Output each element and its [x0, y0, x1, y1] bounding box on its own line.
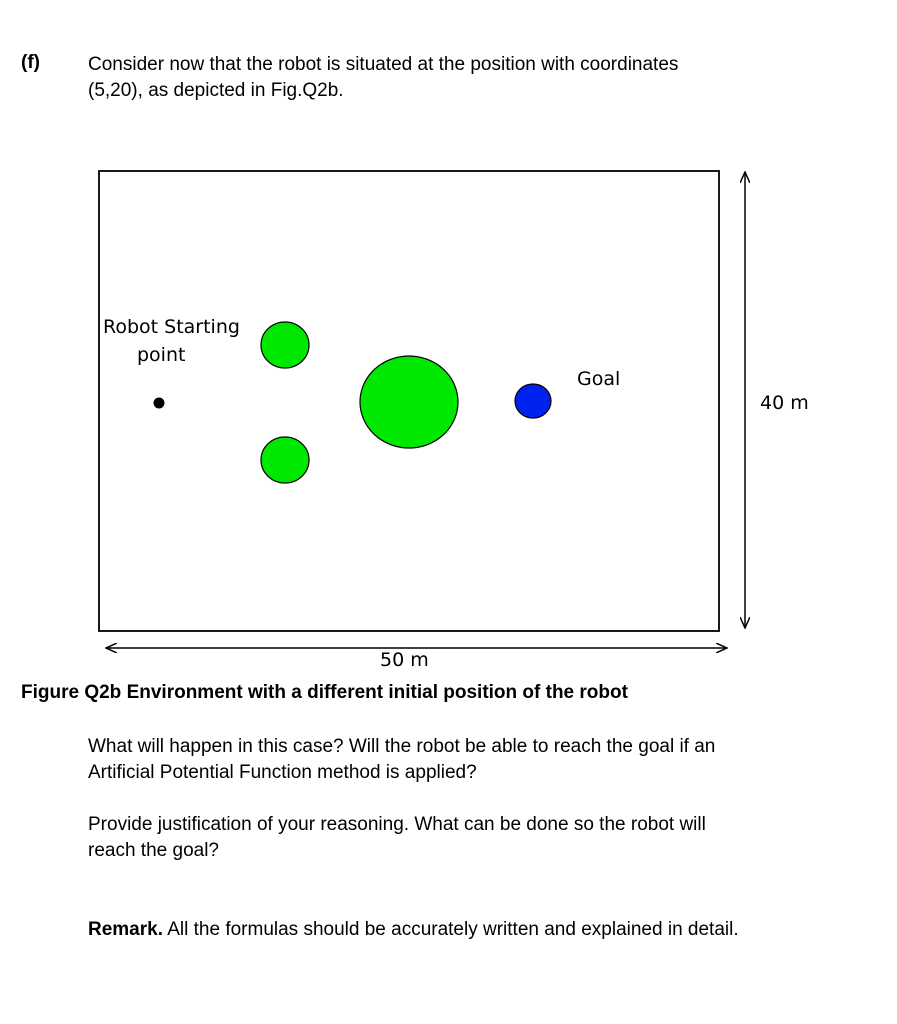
remark-text: All the formulas should be accurately written and explained in detail. — [163, 919, 739, 940]
question-label: (f) — [21, 52, 40, 73]
paragraph-2-line-2: reach the goal? — [88, 840, 219, 861]
height-label: 40 m — [760, 392, 809, 414]
paragraph-1-line-1: What will happen in this case? Will the robot be able to reach the goal if an — [88, 736, 716, 757]
goal-marker — [515, 384, 551, 418]
robot-start-point — [154, 398, 165, 409]
intro-line-1: Consider now that the robot is situated at the position with coordinates — [88, 54, 679, 75]
intro-line-2: (5,20), as depicted in Fig.Q2b. — [88, 80, 344, 101]
obstacle-bottom-small — [261, 437, 309, 483]
paragraph-1-line-2: Artificial Potential Function method is applied? — [88, 762, 477, 783]
figure-caption: Figure Q2b Environment with a different initial position of the robot — [21, 682, 628, 703]
goal-label: Goal — [577, 368, 621, 390]
width-label: 50 m — [380, 649, 429, 671]
question-paragraph-2 — [88, 812, 878, 864]
question-paragraph-1 — [88, 734, 878, 786]
obstacle-large — [360, 356, 458, 448]
remark-label: Remark. — [88, 919, 163, 940]
paragraph-2-line-1: Provide justification of your reasoning. What can be done so the robot will — [88, 814, 706, 835]
remark — [88, 917, 878, 943]
robot-start-label-line-2: point — [137, 344, 186, 366]
robot-start-label-line-1: Robot Starting — [103, 316, 240, 338]
obstacle-top-small — [261, 322, 309, 368]
